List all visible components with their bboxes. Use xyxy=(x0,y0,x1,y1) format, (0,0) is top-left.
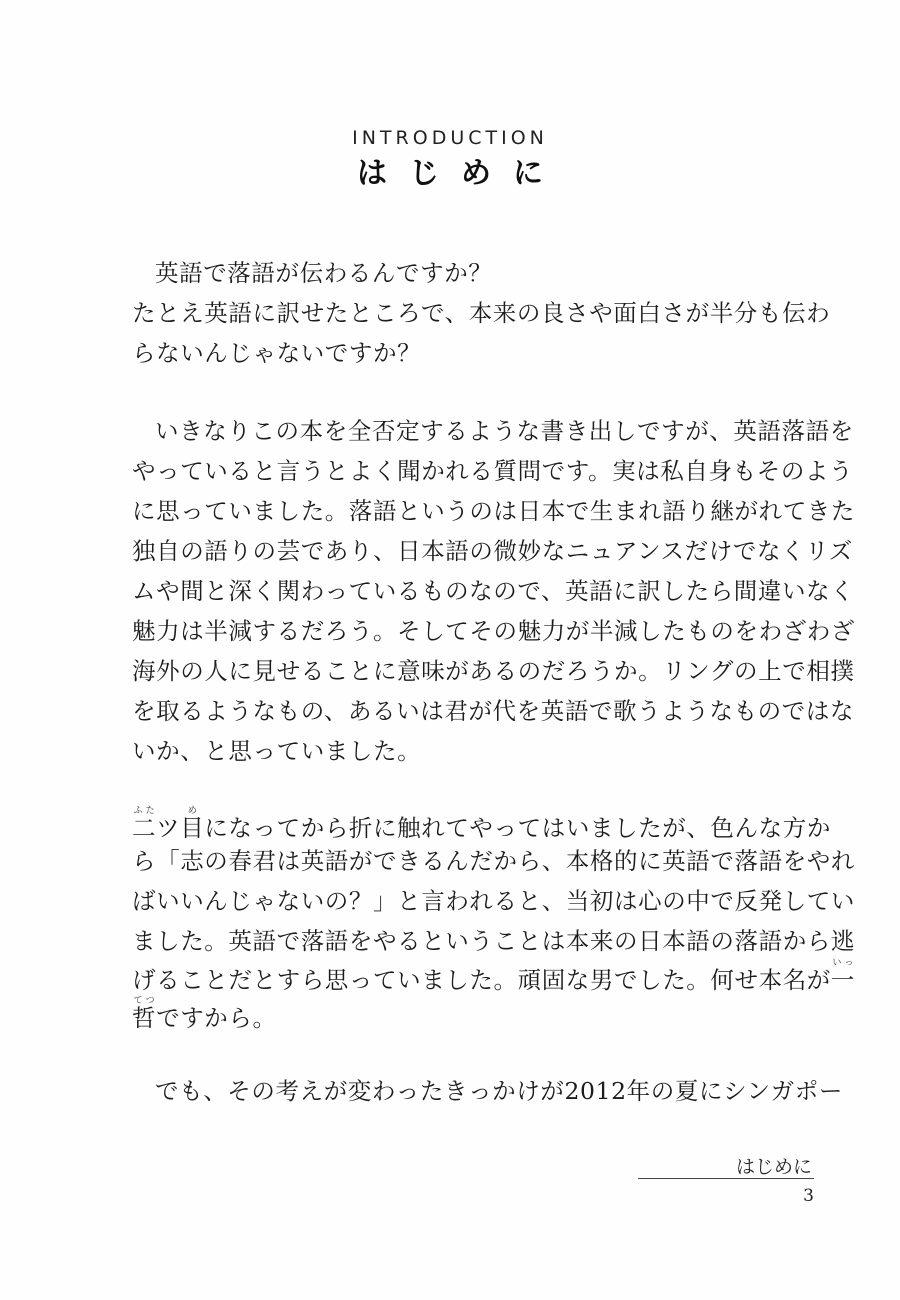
paragraph-1-line-1: 英語で落語が伝わるんですか？ xyxy=(155,259,493,287)
paragraph-3-line-1 xyxy=(132,806,831,843)
paragraph-3-line-4: ました。英語で落語をやるということは本来の日本語の落語から逃 xyxy=(132,927,855,955)
paragraph-3-line-2: ら「志の春君は英語ができるんだから、本格的に英語で落語をやれ xyxy=(132,847,855,875)
paragraph-3-line-5: げることだとすら思っていました。頑固な男でした。何せ本名が一いっ xyxy=(132,958,856,994)
page-number: 3 xyxy=(803,1186,814,1206)
ruby-me: 目め xyxy=(180,806,205,842)
paragraph-3-line-1-rest: になってから折に触れてやってはいましたが、色んな方か xyxy=(204,814,831,842)
paragraph-1-line-3: らないんじゃないですか？ xyxy=(132,339,422,367)
paragraph-3-line-6: 哲てつですから。 xyxy=(132,996,277,1032)
paragraph-2-line-9: いか、と思っていました。 xyxy=(132,737,422,765)
chapter-title: はじめに xyxy=(357,156,565,191)
ruby-tetsu: 哲てつ xyxy=(132,996,157,1032)
ruby-futa: 二ふた xyxy=(132,806,157,842)
running-footer-title: はじめに xyxy=(735,1156,812,1178)
footer-divider xyxy=(638,1178,814,1179)
paragraph-2-line-4: 独自の語りの芸であり、日本語の微妙なニュアンスだけでなくリズ xyxy=(132,537,853,565)
paragraph-3-line-3: ばいいんじゃないの？」と言われると、当初は心の中で反発してい xyxy=(132,887,855,915)
paragraph-1-line-2: たとえ英語に訳せたところで、本来の良さや面白さが半分も伝わ xyxy=(132,299,831,327)
chapter-eyebrow: INTRODUCTION xyxy=(352,127,548,149)
paragraph-2-line-1: いきなりこの本を全否定するような書き出しですが、英語落語を xyxy=(155,417,854,445)
paragraph-2-line-6: 魅力は半減するだろう。そしてその魅力が半減したものをわざわざ xyxy=(132,617,855,645)
paragraph-2-line-2: やっていると言うとよく聞かれる質問です。実は私自身もそのよう xyxy=(132,457,854,485)
ruby-itsu: 一いっ xyxy=(830,958,856,994)
paragraph-3-tsu: ツ xyxy=(156,814,181,842)
paragraph-2-line-7: 海外の人に見せることに意味があるのだろうか。リングの上で相撲 xyxy=(132,657,855,685)
paragraph-2-line-8: を取るようなもの、あるいは君が代を英語で歌うようなものではな xyxy=(132,697,855,725)
paragraph-4-line-1: でも、その考えが変わったきっかけが2012年の夏にシンガポー xyxy=(155,1077,843,1105)
paragraph-2-line-5: ムや間と深く関わっているものなので、英語に訳したら間違いなく xyxy=(132,577,855,605)
paragraph-2-line-3: に思っていました。落語というのは日本で生まれ語り継がれてきた xyxy=(132,497,855,525)
